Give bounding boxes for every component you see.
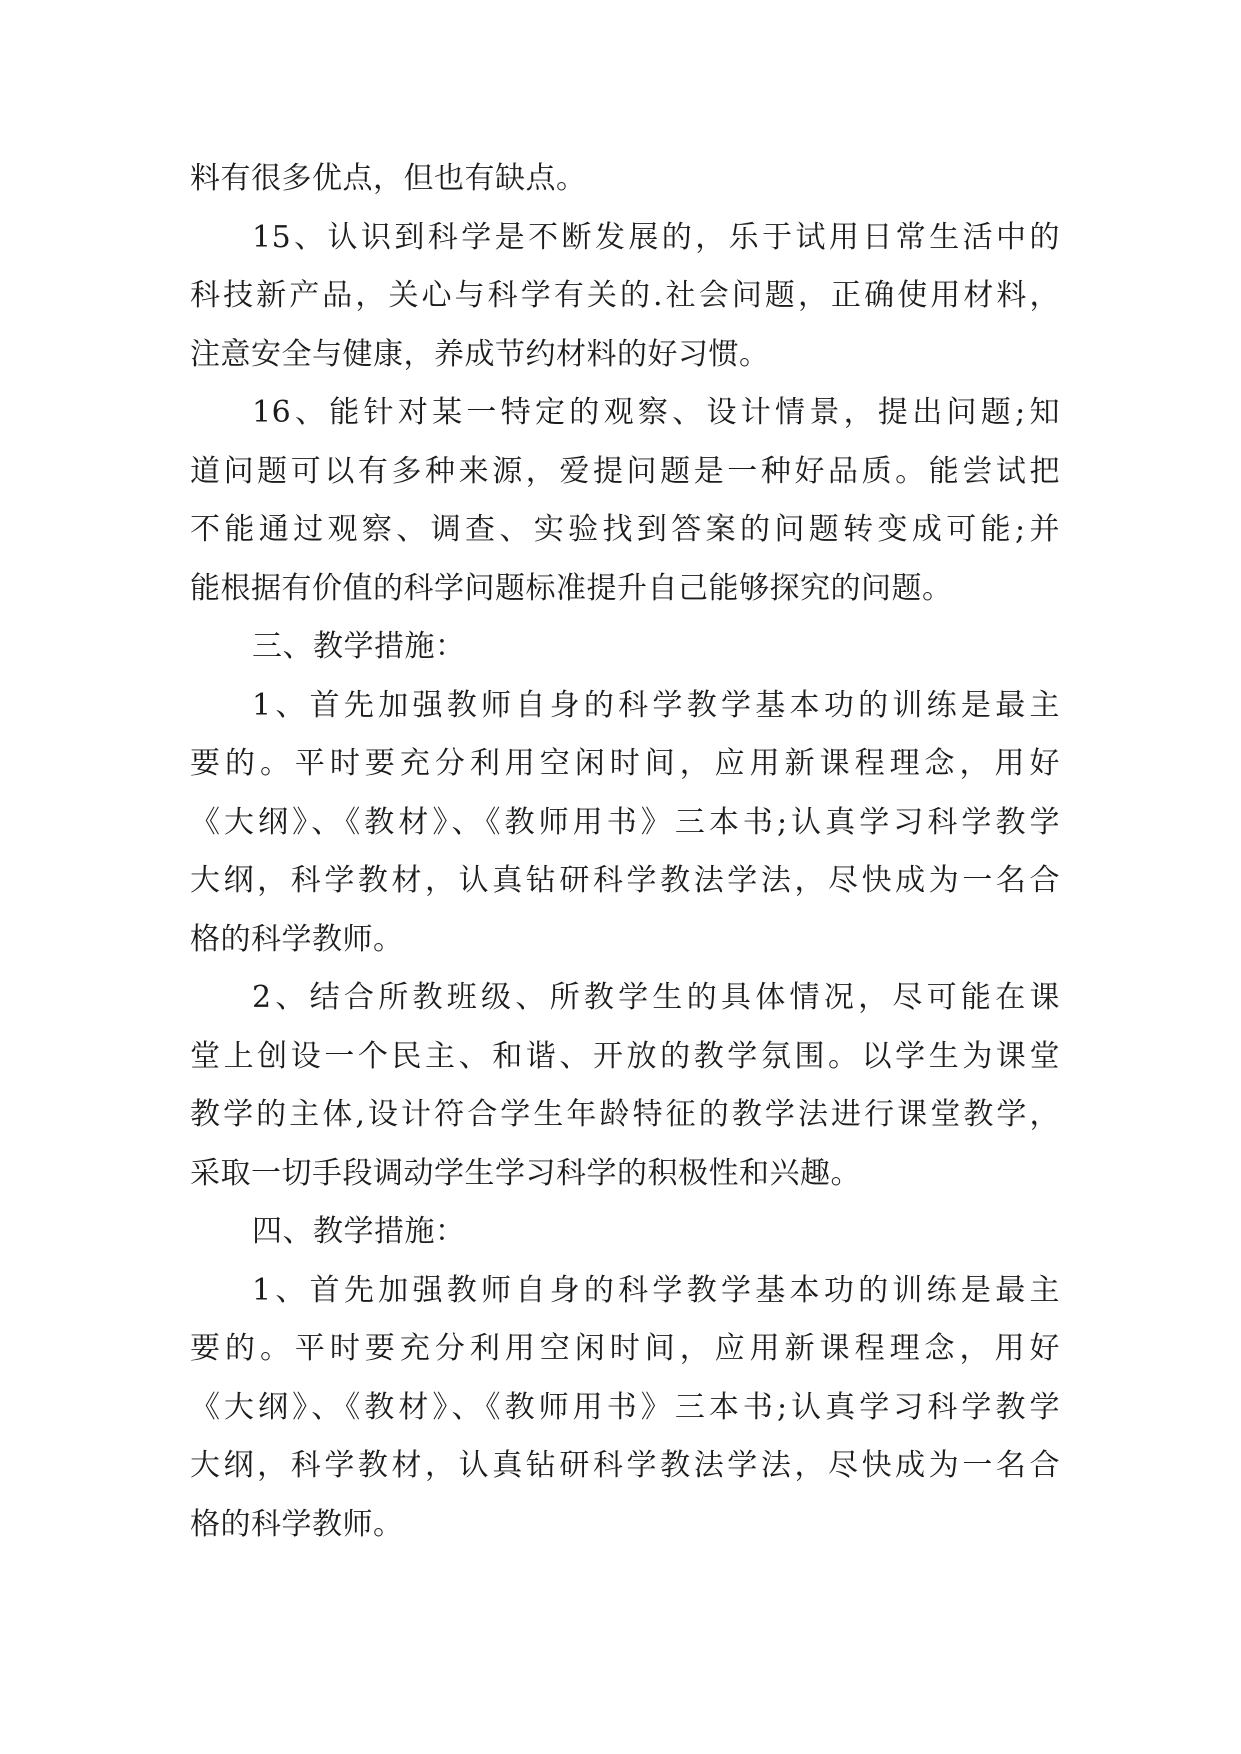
text-line: 《大纲》、《教材》、《教师用书》三本书;认真学习科学教学 bbox=[190, 804, 1060, 840]
section-heading: 四、教学措施： bbox=[252, 1214, 466, 1249]
text-line: 格的科学教师。 bbox=[190, 1506, 404, 1542]
text-line: 不能通过观察、调查、实验找到答案的问题转变成可能;并 bbox=[190, 512, 1060, 547]
text-line: 1、首先加强教师自身的科学教学基本功的训练是最主 bbox=[252, 687, 1060, 723]
document-page bbox=[190, 150, 1060, 1554]
text-line: 能根据有价值的科学问题标准提升自己能够探究的问题。 bbox=[190, 570, 953, 606]
text-line: 15、认识到科学是不断发展的，乐于试用日常生活中的 bbox=[252, 219, 1060, 255]
text-line: 料有很多优点，但也有缺点。 bbox=[190, 161, 587, 196]
text-line: 格的科学教师。 bbox=[190, 921, 404, 957]
text-line: 采取一切手段调动学生学习科学的积极性和兴趣。 bbox=[190, 1155, 861, 1191]
text-line: 教学的主体,设计符合学生年龄特征的教学法进行课堂教学， bbox=[190, 1097, 1060, 1132]
text-line: 堂上创设一个民主、和谐、开放的教学氛围。以学生为课堂 bbox=[190, 1038, 1060, 1074]
text-line: 道问题可以有多种来源，爱提问题是一种好品质。能尝试把 bbox=[190, 453, 1060, 489]
text-line: 要的。平时要充分利用空闲时间，应用新课程理念，用好 bbox=[190, 1331, 1060, 1366]
text-line: 《大纲》、《教材》、《教师用书》三本书;认真学习科学教学 bbox=[190, 1389, 1060, 1425]
text-line: 1、首先加强教师自身的科学教学基本功的训练是最主 bbox=[252, 1272, 1060, 1308]
text-line: 16、能针对某一特定的观察、设计情景，提出问题;知 bbox=[252, 395, 1060, 430]
text-line: 大纲，科学教材，认真钻研科学教法学法，尽快成为一名合 bbox=[190, 1448, 1060, 1483]
text-line: 科技新产品，关心与科学有关的.社会问题，正确使用材料， bbox=[190, 278, 1060, 313]
text-line: 注意安全与健康，养成节约材料的好习惯。 bbox=[190, 336, 770, 372]
section-heading: 三、教学措施： bbox=[252, 629, 466, 664]
text-line: 要的。平时要充分利用空闲时间，应用新课程理念，用好 bbox=[190, 746, 1060, 781]
text-line: 2、结合所教班级、所教学生的具体情况，尽可能在课 bbox=[252, 980, 1060, 1015]
text-line: 大纲，科学教材，认真钻研科学教法学法，尽快成为一名合 bbox=[190, 863, 1060, 898]
